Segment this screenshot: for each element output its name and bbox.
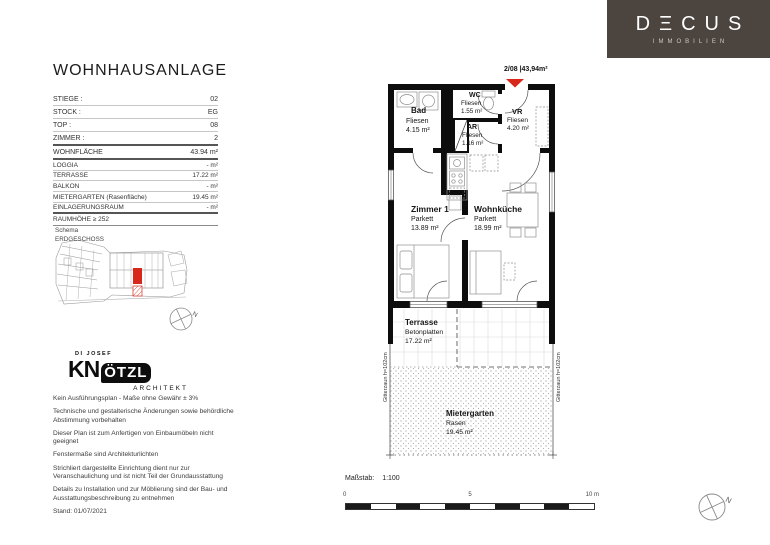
- page-title: WOHNHAUSANLAGE: [53, 62, 228, 79]
- note: Strichliert dargestellte Einrichtung dient nur zur Veranschaulichung und ist nicht Teil der Grundausstattung: [53, 464, 223, 481]
- fence-label-right: Gitterzaun h=102cm: [556, 352, 562, 402]
- room-label-terrasse: Terrasse Betonplatten 17.22 m²: [405, 318, 444, 345]
- windows: [389, 170, 555, 308]
- north-compass-icon: [699, 494, 733, 520]
- scale-value: 1:100: [382, 475, 400, 482]
- note: Fenstermaße sind Architekturlichten: [53, 451, 159, 459]
- pillow: [400, 251, 412, 269]
- schema-caption: Schema ERDGESCHOSS: [55, 227, 104, 243]
- unit-entrance-label: 2/08 |43,94m²: [504, 66, 548, 73]
- entrance-arrow-icon: [506, 79, 524, 88]
- sink: [454, 160, 461, 167]
- cabinet: [470, 155, 483, 171]
- area-row: EINLAGERUNGSRAUM - m²: [53, 203, 218, 215]
- fence-label-left: Gitterzaun h=102cm: [383, 352, 389, 402]
- sofa: [470, 251, 501, 294]
- note: Dieser Plan ist zum Anfertigen von Einbaumöbeln nicht geeignet: [53, 429, 214, 446]
- chair: [510, 183, 521, 192]
- fridge: [485, 155, 498, 171]
- schema-site-plan: [56, 240, 187, 304]
- room-label-vr: VR Fliesen 4.20 m²: [507, 107, 530, 133]
- scale-ticks: 0 5 10 m: [343, 492, 599, 498]
- note: Kein Ausführungsplan - Maße ohne Gewähr ± 3%: [53, 395, 199, 402]
- info-row: STIEGE : 02: [53, 93, 218, 106]
- scale-bar: [345, 503, 595, 510]
- info-row: TOP : 08: [53, 119, 218, 132]
- terrace-door-arc-right: [517, 281, 537, 301]
- info-row: STOCK : EG: [53, 106, 218, 119]
- north-compass-schema-icon: [170, 308, 199, 330]
- room-label-zimmer1: Zimmer 1 Parkett 13.89 m²: [411, 204, 449, 233]
- brand-logo: [607, 0, 770, 58]
- room-label-ar: AR Fliesen 1.16 m²: [462, 124, 484, 147]
- area-row: TERRASSE 17.22 m²: [53, 171, 218, 182]
- architect-logo: DI JOSEF KN ÖTZL ARCHITEKT: [68, 351, 188, 392]
- area-row: BALKON - m²: [53, 181, 218, 192]
- north-label: N: [191, 310, 199, 319]
- stand-date: Stand: 01/07/2021: [53, 508, 107, 515]
- washbasin: [400, 95, 414, 105]
- brand-name: DΞCUS: [635, 12, 751, 35]
- north-label: N: [724, 494, 734, 506]
- bed: [397, 245, 449, 298]
- schema-highlight-unit: [133, 268, 142, 296]
- note: Technische und gestalterische Änderungen sowie behördliche Abstimmung vorbehalten: [53, 408, 234, 424]
- scale-caption: Maßstab: 1:100: [345, 475, 400, 482]
- pillow: [400, 274, 412, 292]
- room-label-mietergarten: Mietergarten Rasen 19.45 m²: [446, 409, 495, 436]
- side-table: [504, 263, 515, 280]
- room-label-bad: Bad Fliesen 4.15 m²: [406, 106, 430, 134]
- bad-door-arc: [413, 153, 433, 173]
- room-label-wc: WC Fliesen 1.55 m²: [461, 92, 483, 115]
- room-height: RAUMHÖHE ≥ 252: [53, 214, 218, 226]
- area-row: WOHNFLÄCHE 43.94 m²: [53, 146, 218, 160]
- note: Details zu Installation und zur Möblierung sind der Bau- und Ausstattungsbeschreibung zu entnehmen: [53, 486, 228, 502]
- area-row: MIETERGARTEN (Rasenfläche) 19.45 m²: [53, 192, 218, 203]
- wardrobe: [536, 107, 548, 146]
- disclaimer-notes: [53, 395, 237, 508]
- room-label-wohnkueche: Wohnküche Parkett 18.99 m²: [474, 204, 523, 233]
- info-table: [53, 93, 218, 226]
- info-row: ZIMMER : 2: [53, 132, 218, 146]
- area-row: LOGGIA - m²: [53, 160, 218, 171]
- toilet-tank: [482, 91, 495, 97]
- chair: [525, 228, 536, 237]
- stove: [450, 171, 465, 186]
- chair: [525, 183, 536, 192]
- toilet: [484, 97, 494, 110]
- brand-subtitle: IMMOBILIEN: [652, 38, 729, 45]
